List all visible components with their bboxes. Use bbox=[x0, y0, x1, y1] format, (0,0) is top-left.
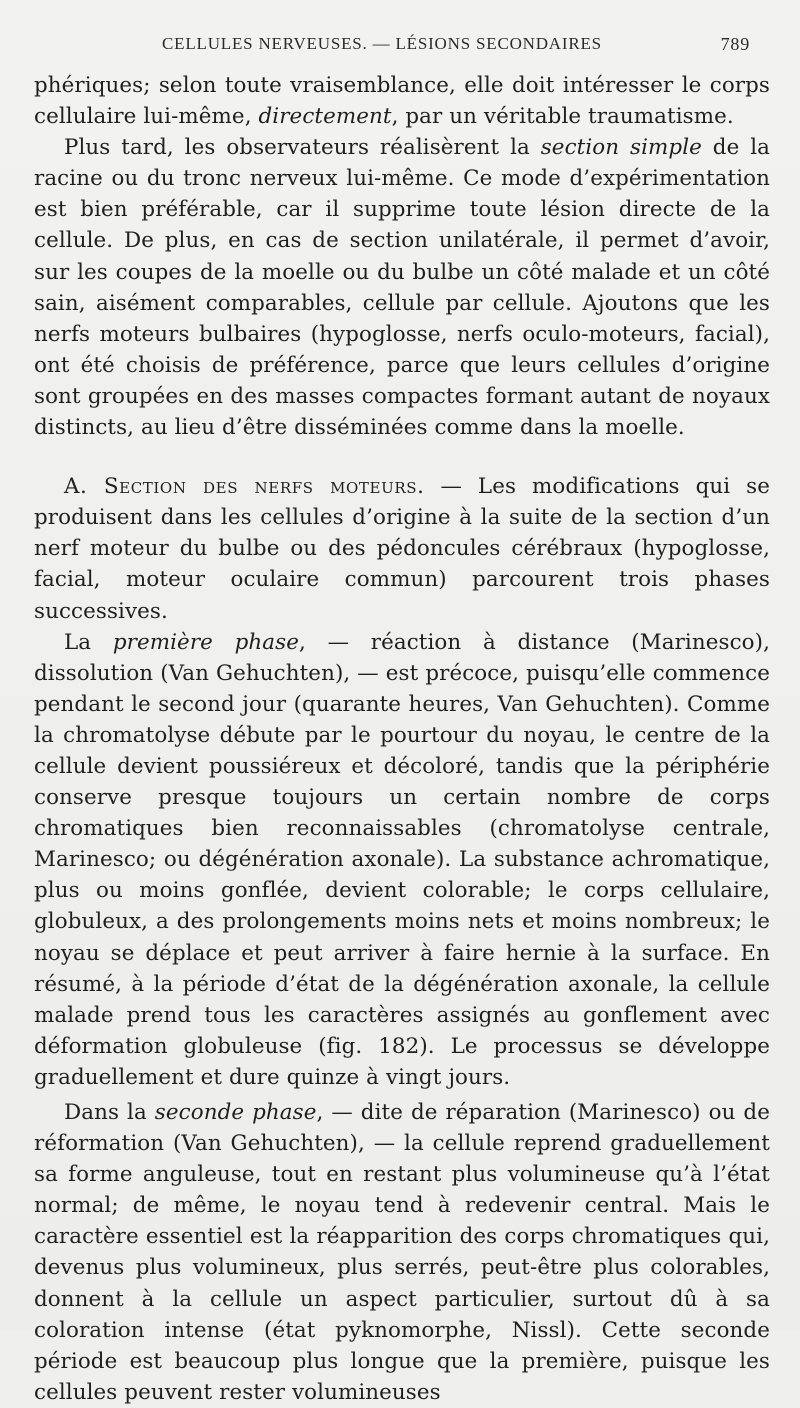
text-run: phériques; selon toute vraisemblance, elle doit intéresser le corps cellulaire lui-même, bbox=[34, 73, 770, 130]
italic-text: directement bbox=[258, 104, 392, 130]
text-run: , — réaction à distance (Marinesco), dissolution (Van Gehuchten), — est précoce, puisqu’elle commence pendant le second jour (quarante heures, Van Gehuchten). Comme la chromatolyse débute par le pourtour du noyau, le centre de la cellule devient poussiéreux et décoloré, tandis que la périphérie conserve presque toujours un certain nombre de corps chromatiques bien reconnaissables (chromatolyse centrale, Marinesco; ou dégénération axonale). La substance achromatique, plus ou moins gonflée, devient colorable; le corps cellulaire, globuleux, a des prolongements moins nets et moins nombreux; le noyau se déplace et peut arriver à faire hernie à la surface. En résumé, à la période d’état de la dégénération axonale, la cellule malade prend tous les caractères assignés au gonflement avec déformation globuleuse (fig. 182). Le processus se développe graduellement et dure quinze à vingt jours. bbox=[34, 629, 770, 1090]
italic-text: seconde phase bbox=[154, 1100, 317, 1125]
running-title: CELLULES NERVEUSES. — LÉSIONS SECONDAIRES bbox=[162, 34, 602, 53]
text-run: La bbox=[64, 629, 113, 655]
paragraph bbox=[34, 1097, 770, 1408]
section-heading-paragraph bbox=[34, 471, 770, 626]
body-text bbox=[34, 70, 770, 1408]
text-run: , par un véritable traumatisme. bbox=[391, 104, 734, 130]
italic-text: section simple bbox=[540, 135, 702, 161]
paragraph bbox=[34, 627, 770, 1093]
text-run: Dans la bbox=[64, 1100, 155, 1125]
text-run: Plus tard, les observateurs réalisèrent la bbox=[64, 135, 541, 161]
paragraph bbox=[34, 132, 770, 443]
text-run: , — dite de réparation (Marinesco) ou de réformation (Van Gehuchten), — la cellule reprend graduellement sa forme anguleuse, tout en restant plus volumineuse qu’à l’état normal; de même, le noyau tend à redevenir central. Mais le caractère essentiel est la réapparition des corps chromatiques qui, devenus plus volumineux, plus serrés, peut-être plus colorables, donnent à la cellule un aspect particulier, surtout dû à sa coloration intense (état pyknomorphe, Nissl). Cette seconde période est beaucoup plus longue que la première, puisque les cellules peuvent rester volumineuses bbox=[34, 1100, 770, 1405]
text-run: — Les modifications qui se produisent dans les cellules d’origine à la suite de la section d’un nerf moteur du bulbe ou des pédoncules cérébraux (hypoglosse, facial, moteur oculaire commun) parcourent trois phases successives. bbox=[34, 474, 770, 624]
italic-text: première phase bbox=[112, 629, 299, 655]
section-heading: A. Section des nerfs moteurs. bbox=[64, 474, 425, 500]
page-number: 789 bbox=[720, 34, 750, 54]
text-run: de la racine ou du tronc nerveux lui-même. Ce mode d’expérimentation est bien préférable, car il supprime toute lésion directe de la cellule. De plus, en cas de section unilatérale, il permet d’avoir, sur les coupes de la moelle ou du bulbe un côté malade et un côté sain, aisément comparables, cellule par cellule. Ajoutons que les nerfs moteurs bulbaires (hypoglosse, nerfs oculo-moteurs, facial), ont été choisis de préférence, parce que leurs cellules d’origine sont groupées en des masses compactes formant autant de noyaux distincts, au lieu d’être disséminées comme dans la moelle. bbox=[34, 135, 770, 441]
paragraph bbox=[34, 70, 770, 132]
running-header bbox=[34, 30, 770, 60]
